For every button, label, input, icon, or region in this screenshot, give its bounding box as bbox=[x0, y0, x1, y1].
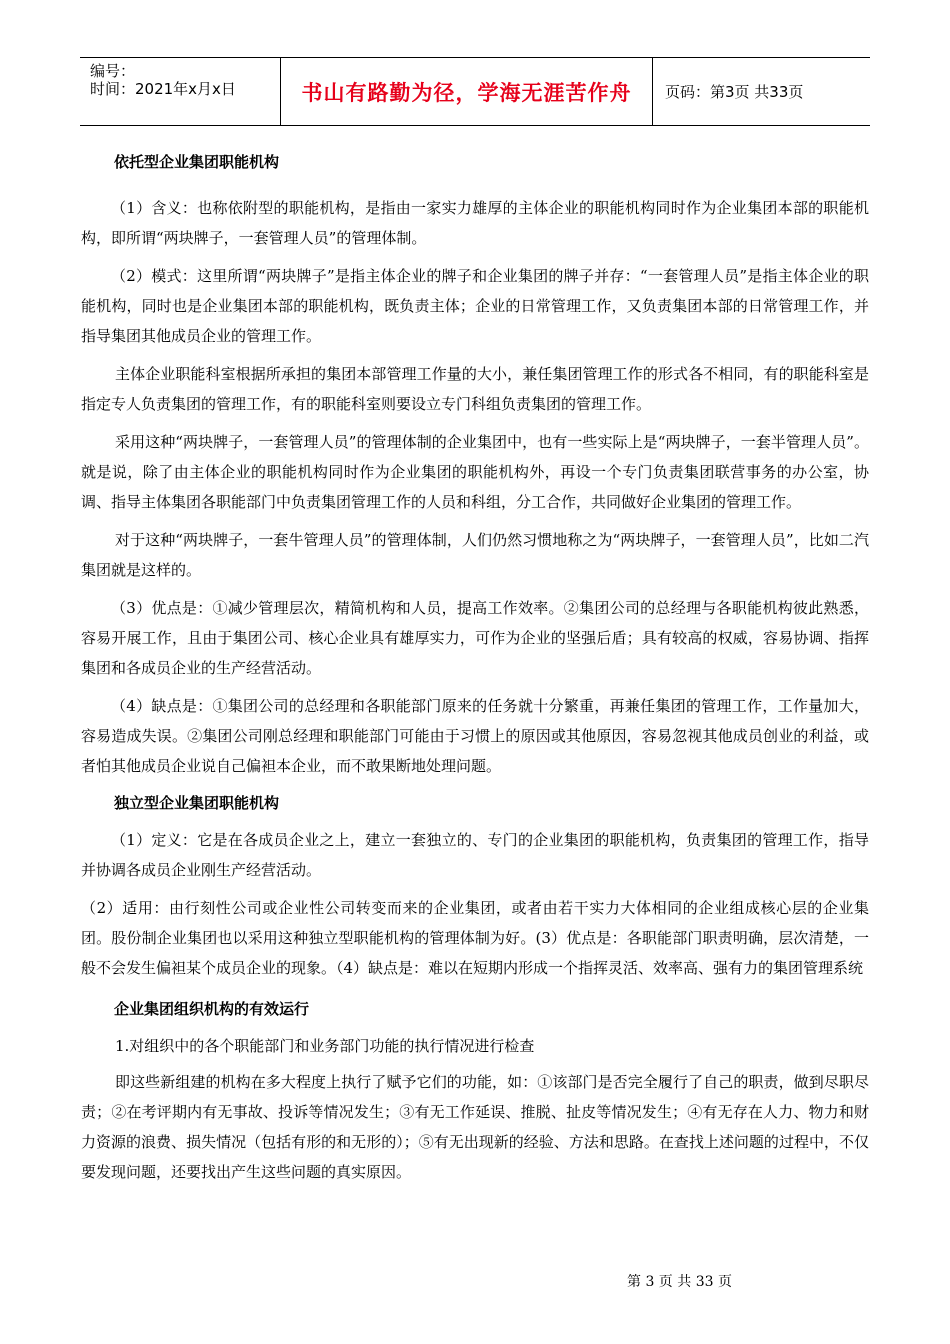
paragraph-independent-scope: （2）适用：由行刻性公司或企业性公司转变而来的企业集团，或者由若干实力大体相同的企业组成核心层的企业集团。股份制企业集团也以采用这种独立型职能机构的管理体制为好。(3）优点是：各职能部门职责明确，层次清楚，一般不会发生偏袒某个成员企业的现象。（4）缺点是：难以在短期内形成一个指挥灵活、效率高、强有力的集团管理系统 bbox=[81, 899, 869, 977]
paragraph-advantages: （3）优点是：①减少管理层次，精简机构和人员，提高工作效率。②集团公司的总经理与各职能机构彼此熟悉，容易开展工作，且由于集团公司、核心企业具有雄厚实力，可作为企业的坚强后盾；具有较高的权威，容易协调、指挥集团和各成员企业的生产经营活动。 bbox=[81, 599, 869, 677]
paragraph-independent-definition: （1）定义：它是在各成员企业之上，建立一套独立的、专门的企业集团的职能机构，负责集团的管理工作，指导并协调各成员企业刚生产经营活动。 bbox=[81, 831, 869, 879]
section-title-operation: 企业集团组织机构的有效运行 bbox=[114, 1000, 310, 1018]
header-motto: 书山有路勤为径，学海无涯苦作舟 bbox=[281, 58, 653, 125]
section-title-independent: 独立型企业集团职能机构 bbox=[114, 794, 280, 812]
paragraph-disadvantages: （4）缺点是：①集团公司的总经理和各职能部门原来的任务就十分繁重，再兼任集团的管理工作，工作量加大，容易造成失误。②集团公司刚总经理和职能部门可能由于习惯上的原因或其他原因，容易忽视其他成员创业的利益，或者怕其他成员企业说自己偏袒本企业，而不敢果断地处理问题。 bbox=[81, 697, 869, 775]
section-title-dependent: 依托型企业集团职能机构 bbox=[114, 153, 280, 171]
paragraph-check-title: 1.对组织中的各个职能部门和业务部门功能的执行情况进行检查 bbox=[115, 1037, 535, 1055]
time-label: 时间：2021年x月x日 bbox=[90, 80, 236, 98]
document-body bbox=[81, 148, 869, 1187]
paragraph-definition: （1）含义：也称依附型的职能机构，是指由一家实力雄厚的主体企业的职能机构同时作为企业集团本部的职能机构，即所谓“两块牌子，一套管理人员”的管理体制。 bbox=[81, 199, 869, 247]
paragraph-check-detail: 即这些新组建的机构在多大程度上执行了赋予它们的功能，如：①该部门是否完全履行了自己的职责，做到尽职尽责；②在考评期内有无事故、投诉等情况发生；③有无工作延误、推脱、扯皮等情况发生；④有无存在人力、物力和财力资源的浪费、损失情况（包括有形的和无形的）；⑤有无出现新的经验、方法和思路。在查找上述问题的过程中，不仅要发现问题，还要找出产生这些问题的真实原因。 bbox=[81, 1073, 869, 1181]
paragraph-habit: 对于这种“两块牌子，一套牛管理人员”的管理体制，人们仍然习惯地称之为“两块牌子，一套管理人员”，比如二汽集团就是这样的。 bbox=[81, 531, 869, 579]
paragraph-one-and-half: 采用这种“两块牌子，一套管理人员”的管理体制的企业集团中，也有一些实际上是“两块牌子，一套半管理人员”。就是说，除了由主体企业的职能机构同时作为企业集团的职能机构外，再设一个专门负责集团联营事务的办公室，协调、指导主体集团各职能部门中负责集团管理工作的人员和科组，分工合作，共同做好企业集团的管理工作。 bbox=[81, 433, 869, 511]
header-meta bbox=[80, 58, 281, 125]
paragraph-mode: （2）模式：这里所谓“两块牌子”是指主体企业的牌子和企业集团的牌子并存：“一套管理人员”是指主体企业的职能机构，同时也是企业集团本部的职能机构，既负责主体；企业的日常管理工作，又负责集团本部的日常管理工作，并指导集团其他成员企业的管理工作。 bbox=[81, 267, 869, 345]
page-footer: 第 3 页 共 33 页 bbox=[627, 1274, 732, 1290]
header-page-info: 页码：第3页 共33页 bbox=[665, 83, 804, 101]
serial-label: 编号： bbox=[90, 62, 136, 80]
paragraph-departments: 主体企业职能科室根据所承担的集团本部管理工作量的大小，兼任集团管理工作的形式各不相同，有的职能科室是指定专人负责集团的管理工作，有的职能科室则要设立专门科组负责集团的管理工作。 bbox=[81, 365, 869, 413]
document-header bbox=[80, 57, 870, 126]
